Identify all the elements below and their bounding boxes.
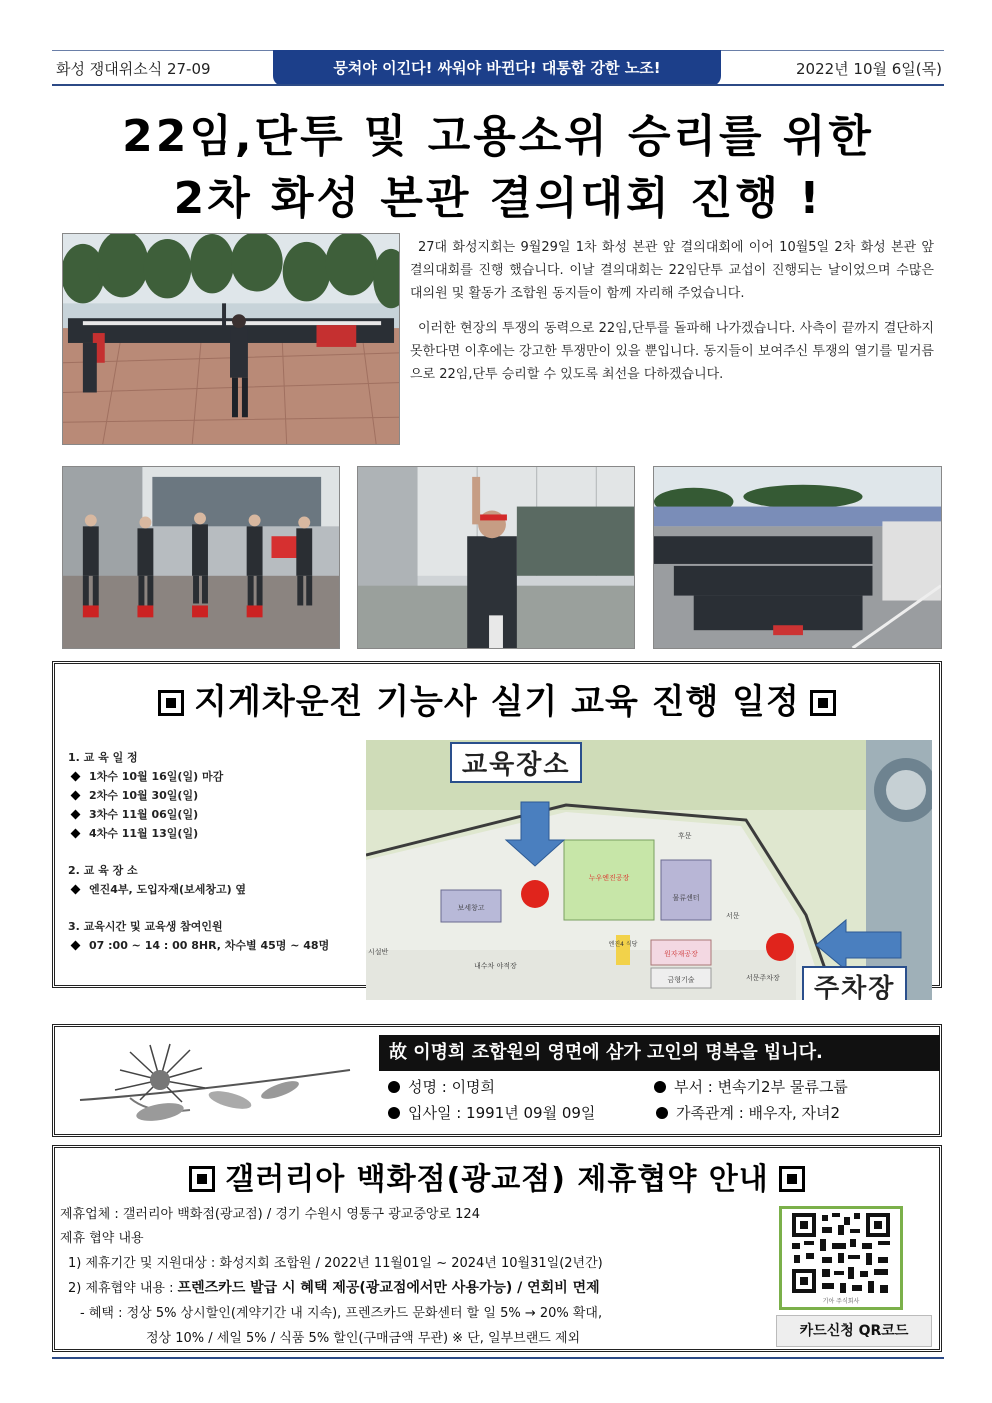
forklift-title: 지게차운전 기능사 실기 교육 진행 일정 [194, 682, 800, 722]
galleria-benefit2: 정상 10% / 세일 5% / 식품 5% 할인(구매금액 무관) ※ 단, 일부브랜드 제외 [146, 1331, 581, 1346]
article-body [410, 236, 934, 398]
map-label-logistics-center: 물류센터 [672, 894, 700, 902]
bullet-dot-icon [388, 1081, 400, 1093]
rally-photo-center [357, 466, 635, 649]
issue-number: 화성 쟁대위소식 27-09 [56, 60, 211, 78]
galleria-company: 제휴업체 : 갤러리아 백화점(광교점) / 경기 수원시 영통구 광교중앙로 124 [60, 1207, 480, 1222]
main-title-line1: 22임,단투 및 고용소위 승리를 위한 [122, 111, 874, 162]
place-heading: 2. 교 육 장 소 [68, 864, 138, 877]
slogan-banner: 뭉쳐야 이긴다! 싸워야 바뀐다! 대통합 강한 노조! [273, 50, 721, 86]
parking-marker [766, 933, 794, 961]
bullet-dot-icon [654, 1081, 666, 1093]
galleria-title-row [55, 1154, 939, 1198]
map-label-material-plant: 원자재공장 [664, 950, 698, 958]
article-paragraph-2: 이러한 현장의 투쟁의 동력으로 22임,단투를 돌파해 나가겠습니다. 사측이 끝까지 결단하지 못한다면 이후에는 강고한 투쟁만이 있을 뿐입니다. 동지들이 보여주신 투쟁의 열기를 밑거름으로 22임,단투 승리할 수 있도록 최선을 다하겠습니다. [410, 321, 934, 382]
galleria-item2: 2) 제휴협약 내용 : 프렌즈카드 발급 시 혜택 제공(광교점에서만 사용가능) / 연회비 면제 [68, 1280, 600, 1296]
galleria-content-heading: 제휴 협약 내용 [60, 1231, 144, 1246]
time-heading: 3. 교육시간 및 교육생 참여인원 [68, 920, 223, 933]
bullet-dot-icon [656, 1107, 668, 1119]
education-place-marker [521, 880, 549, 908]
diamond-bullet-icon [71, 791, 81, 801]
square-bullet-icon [779, 1166, 805, 1192]
map-label-mold-tech: 금형기술 [667, 976, 695, 984]
card-application-qr-code[interactable] [779, 1206, 903, 1310]
forklift-schedule [68, 748, 329, 955]
forklift-title-row [55, 674, 939, 723]
schedule-item: 2차수 10월 30일(일) [68, 786, 329, 805]
parking-label: 주차장 [802, 966, 907, 1000]
rally-photo-left [62, 466, 340, 649]
bullet-dot-icon [388, 1107, 400, 1119]
article-paragraph-1: 27대 화성지회는 9월29일 1차 화성 본관 앞 결의대회에 이어 10월5일 2차 화성 본관 앞 결의대회를 진행 했습니다. 이날 결의대회는 22임단투 교섭이 진행되는 날이었으며 수많은 대의원 및 활동가 조합원 동지들이 함께 자리해 주었습니다. [410, 240, 934, 301]
rally-photo-right [653, 466, 942, 649]
map-label-west-gate: 서문 [726, 912, 740, 920]
schedule-item: 3차수 11월 06일(일) [68, 805, 329, 824]
footer-rule [52, 1357, 944, 1359]
map-label-soccer-field: 내수차 야적장 [474, 962, 517, 970]
condolence-title: 故 이명희 조합원의 영면에 삼가 고인의 명복을 빕니다. [379, 1035, 940, 1071]
education-place-label: 교육장소 [450, 742, 582, 783]
card-application-qr-label: 카드신청 QR코드 [776, 1315, 932, 1347]
chrysanthemum-flower-icon [70, 1040, 360, 1130]
schedule-item: 1차수 10월 16일(일) 마감 [68, 767, 329, 786]
schedule-item: 4차수 11월 13일(일) [68, 824, 329, 843]
galleria-title: 갤러리아 백화점(광교점) 제휴협약 안내 [225, 1162, 769, 1197]
map-label-facility: 시설반 [368, 948, 389, 956]
condolence-family: 가족관계 : 배우자, 자녀2 [656, 1102, 840, 1123]
condolence-name: 성명 : 이명희 [388, 1076, 495, 1097]
time-item: 07 :00 ~ 14 : 00 8HR, 차수별 45명 ~ 48명 [68, 936, 329, 955]
education-location-map [366, 740, 932, 1000]
qr-caption: 기아 주식회사 [822, 1298, 860, 1305]
diamond-bullet-icon [71, 772, 81, 782]
map-label-engine4-cafeteria: 엔진4 식당 [608, 941, 638, 948]
condolence-join-date: 입사일 : 1991년 09월 09일 [388, 1102, 595, 1123]
place-item: 엔진4부, 도입자재(보세창고) 옆 [68, 880, 329, 899]
rally-photo-main [62, 233, 400, 445]
diamond-bullet-icon [71, 829, 81, 839]
map-label-back-gate: 후문 [678, 832, 692, 840]
square-bullet-icon [810, 690, 836, 716]
diamond-bullet-icon [71, 810, 81, 820]
galleria-benefit1: - 혜택 : 정상 5% 상시할인(계약기간 내 지속), 프렌즈카드 문화센터 할 일 5% → 20% 확대, [80, 1306, 603, 1321]
issue-date: 2022년 10월 6일(목) [795, 60, 942, 78]
diamond-bullet-icon [71, 941, 81, 951]
schedule-heading: 1. 교 육 일 정 [68, 751, 138, 764]
main-title-line2: 2차 화성 본관 결의대회 진행 ! [173, 173, 823, 224]
map-label-bonded-warehouse: 보세창고 [457, 904, 485, 912]
map-label-new-engine-plant: 누우엔진공장 [588, 874, 630, 882]
diamond-bullet-icon [71, 885, 81, 895]
square-bullet-icon [158, 690, 184, 716]
map-label-west-parking: 서문주차장 [746, 974, 780, 982]
galleria-item1: 1) 제휴기간 및 지원대상 : 화성지회 조합원 / 2022년 11월01일 ~ 2024년 10월31일(2년간) [68, 1256, 603, 1271]
square-bullet-icon [189, 1166, 215, 1192]
header-bottom-rule [52, 84, 944, 86]
condolence-dept: 부서 : 변속기2부 물류그룹 [654, 1076, 848, 1097]
